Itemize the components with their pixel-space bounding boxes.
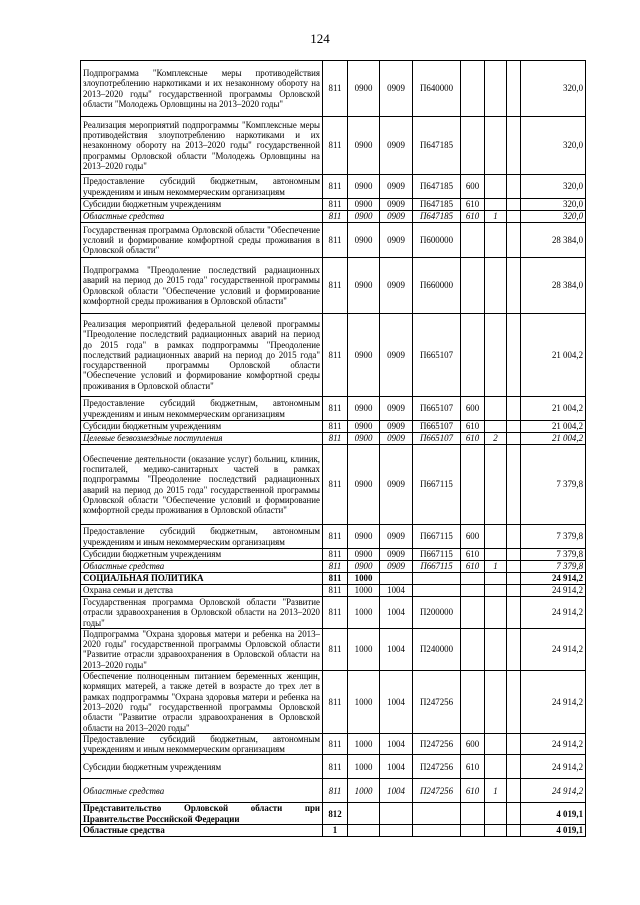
target-article-code: П665107: [413, 421, 461, 433]
subsection-code: 1004: [380, 585, 413, 597]
section-code: 1000: [348, 597, 380, 629]
amount: 24 914,2: [521, 733, 586, 755]
amount: 24 914,2: [521, 573, 586, 585]
source-code: [485, 671, 507, 734]
ved-code: 811: [323, 525, 348, 549]
source-code: [485, 755, 507, 779]
expense-type-code: [461, 61, 485, 117]
row-name: Субсидии бюджетным учреждениям: [81, 755, 323, 779]
row-name: Субсидии бюджетным учреждениям: [81, 549, 323, 561]
source-code: [485, 585, 507, 597]
table-row: [81, 314, 586, 397]
target-article-code: [413, 585, 461, 597]
subsection-code: [380, 825, 413, 837]
amount: 21 004,2: [521, 314, 586, 397]
expense-type-code: [461, 117, 485, 175]
extra-code: [507, 199, 521, 211]
row-name: Предоставление субсидий бюджетным, автономным учреждениям и иным некоммерческим организациям: [81, 175, 323, 199]
expense-type-code: 610: [461, 211, 485, 223]
target-article-code: П247256: [413, 779, 461, 803]
table-row: [81, 199, 586, 211]
target-article-code: П647185: [413, 117, 461, 175]
table-row: [81, 61, 586, 117]
row-name: Государственная программа Орловской области "Обеспечение условий и формирование комфортной среды проживания в Орловской области": [81, 223, 323, 258]
section-code: 0900: [348, 421, 380, 433]
extra-code: [507, 314, 521, 397]
ved-code: 811: [323, 397, 348, 421]
extra-code: [507, 549, 521, 561]
section-code: 1000: [348, 573, 380, 585]
row-name: Предоставление субсидий бюджетным, автономным учреждениям и иным некоммерческим организациям: [81, 525, 323, 549]
subsection-code: [380, 803, 413, 825]
extra-code: [507, 573, 521, 585]
row-name: СОЦИАЛЬНАЯ ПОЛИТИКА: [81, 573, 323, 585]
row-name: Субсидии бюджетным учреждениям: [81, 199, 323, 211]
table-row: [81, 175, 586, 199]
row-name: Обеспечение полноценным питанием беременных женщин, кормящих матерей, а также детей в возрасте до трех лет в рамках подпрограммы "Охрана здоровья матери и ребенка на 2013–2020 годы" государственной программы Орловской области "Развитие отрасли здравоохранения в Орловской области на 2013–2020 годы": [81, 671, 323, 734]
row-name: Подпрограмма "Преодоление последствий радиационных аварий на период до 2015 года" государственной программы Орловской области "Обеспечение условий и формирование комфортной среды проживания в Орловской области": [81, 258, 323, 314]
extra-code: [507, 671, 521, 734]
row-name: Субсидии бюджетным учреждениям: [81, 421, 323, 433]
source-code: [485, 628, 507, 670]
ved-code: 1: [323, 825, 348, 837]
section-code: 0900: [348, 199, 380, 211]
expense-type-code: 610: [461, 549, 485, 561]
subsection-code: 1004: [380, 755, 413, 779]
section-code: 1000: [348, 628, 380, 670]
section-code: 0900: [348, 223, 380, 258]
row-name: Областные средства: [81, 825, 323, 837]
budget-table: [80, 60, 586, 837]
extra-code: [507, 585, 521, 597]
row-name: Представительство Орловской области при Правительстве Российской Федерации: [81, 803, 323, 825]
amount: 320,0: [521, 175, 586, 199]
expense-type-code: 600: [461, 175, 485, 199]
subsection-code: 0909: [380, 61, 413, 117]
row-name: Предоставление субсидий бюджетным, автономным учреждениям и иным некоммерческим организациям: [81, 733, 323, 755]
table-row: [81, 445, 586, 525]
subsection-code: 1004: [380, 733, 413, 755]
expense-type-code: 610: [461, 421, 485, 433]
subsection-code: 0909: [380, 525, 413, 549]
table-row: [81, 755, 586, 779]
target-article-code: П640000: [413, 61, 461, 117]
target-article-code: П247256: [413, 733, 461, 755]
amount: 4 019,1: [521, 803, 586, 825]
source-code: [485, 733, 507, 755]
ved-code: 811: [323, 421, 348, 433]
amount: 7 379,8: [521, 525, 586, 549]
table-row: [81, 779, 586, 803]
amount: 24 914,2: [521, 585, 586, 597]
source-code: [485, 549, 507, 561]
ved-code: 811: [323, 573, 348, 585]
extra-code: [507, 597, 521, 629]
section-code: 1000: [348, 585, 380, 597]
section-code: 1000: [348, 755, 380, 779]
target-article-code: П667115: [413, 549, 461, 561]
source-code: [485, 199, 507, 211]
extra-code: [507, 733, 521, 755]
source-code: [485, 314, 507, 397]
row-name: Реализация мероприятий подпрограммы "Комплексные меры противодействия злоупотреблению наркотиками и их незаконному обороту на 2013–2020 годы" государственной программы Орловской области "Молодежь Орловщины на 2013–2020 годы": [81, 117, 323, 175]
target-article-code: П647185: [413, 199, 461, 211]
extra-code: [507, 397, 521, 421]
table-row: [81, 549, 586, 561]
target-article-code: П665107: [413, 433, 461, 445]
target-article-code: П240000: [413, 628, 461, 670]
extra-code: [507, 61, 521, 117]
amount: 7 379,8: [521, 549, 586, 561]
amount: 4 019,1: [521, 825, 586, 837]
row-name: Государственная программа Орловской области "Развитие отрасли здравоохранения в Орловской области на 2013–2020 годы": [81, 597, 323, 629]
table-row: [81, 433, 586, 445]
target-article-code: П660000: [413, 258, 461, 314]
amount: 24 914,2: [521, 628, 586, 670]
amount: 24 914,2: [521, 755, 586, 779]
target-article-code: П247256: [413, 755, 461, 779]
amount: 7 379,8: [521, 561, 586, 573]
subsection-code: 1004: [380, 597, 413, 629]
expense-type-code: 600: [461, 733, 485, 755]
section-code: 1000: [348, 733, 380, 755]
ved-code: 811: [323, 175, 348, 199]
section-code: 0900: [348, 433, 380, 445]
expense-type-code: 610: [461, 779, 485, 803]
source-code: 1: [485, 561, 507, 573]
extra-code: [507, 223, 521, 258]
source-code: [485, 445, 507, 525]
expense-type-code: 610: [461, 433, 485, 445]
page-number: 124: [310, 31, 330, 46]
subsection-code: 0909: [380, 561, 413, 573]
ved-code: 811: [323, 671, 348, 734]
amount: 21 004,2: [521, 433, 586, 445]
expense-type-code: [461, 628, 485, 670]
target-article-code: П200000: [413, 597, 461, 629]
section-code: 0900: [348, 61, 380, 117]
table-row: [81, 211, 586, 223]
source-code: [485, 397, 507, 421]
row-name: Охрана семьи и детства: [81, 585, 323, 597]
subsection-code: 0909: [380, 549, 413, 561]
ved-code: 811: [323, 117, 348, 175]
target-article-code: П600000: [413, 223, 461, 258]
section-code: [348, 825, 380, 837]
extra-code: [507, 561, 521, 573]
source-code: [485, 117, 507, 175]
row-name: Областные средства: [81, 211, 323, 223]
amount: 320,0: [521, 61, 586, 117]
row-name: Предоставление субсидий бюджетным, автономным учреждениям и иным некоммерческим организациям: [81, 397, 323, 421]
amount: 320,0: [521, 199, 586, 211]
extra-code: [507, 755, 521, 779]
extra-code: [507, 421, 521, 433]
expense-type-code: [461, 671, 485, 734]
table-row: [81, 733, 586, 755]
ved-code: 811: [323, 628, 348, 670]
ved-code: 811: [323, 445, 348, 525]
amount: 320,0: [521, 211, 586, 223]
extra-code: [507, 628, 521, 670]
expense-type-code: 600: [461, 397, 485, 421]
section-code: 0900: [348, 314, 380, 397]
target-article-code: [413, 573, 461, 585]
source-code: 1: [485, 779, 507, 803]
section-code: [348, 803, 380, 825]
subsection-code: 0909: [380, 314, 413, 397]
table-row: [81, 397, 586, 421]
target-article-code: [413, 803, 461, 825]
ved-code: 811: [323, 258, 348, 314]
section-code: 0900: [348, 445, 380, 525]
target-article-code: П665107: [413, 397, 461, 421]
row-name: Областные средства: [81, 779, 323, 803]
section-code: 1000: [348, 779, 380, 803]
expense-type-code: [461, 314, 485, 397]
target-article-code: [413, 825, 461, 837]
section-code: 0900: [348, 397, 380, 421]
source-code: [485, 61, 507, 117]
source-code: [485, 421, 507, 433]
amount: 24 914,2: [521, 597, 586, 629]
subsection-code: [380, 573, 413, 585]
row-name: Обеспечение деятельности (оказание услуг) больниц, клиник, госпиталей, медико-санитарных частей в рамках подпрограммы "Преодоление последствий радиационных аварий на период до 2015 года" государственной программы Орловской области "Обеспечение условий и формирование комфортной среды проживания в Орловской области": [81, 445, 323, 525]
extra-code: [507, 258, 521, 314]
expense-type-code: 600: [461, 525, 485, 549]
amount: 28 384,0: [521, 258, 586, 314]
amount: 21 004,2: [521, 397, 586, 421]
extra-code: [507, 445, 521, 525]
table-row: [81, 825, 586, 837]
ved-code: 811: [323, 585, 348, 597]
expense-type-code: [461, 803, 485, 825]
row-name: Целевые безвозмездные поступления: [81, 433, 323, 445]
source-code: [485, 803, 507, 825]
source-code: [485, 573, 507, 585]
amount: 21 004,2: [521, 421, 586, 433]
extra-code: [507, 825, 521, 837]
target-article-code: П665107: [413, 314, 461, 397]
ved-code: 811: [323, 549, 348, 561]
row-name: Подпрограмма "Комплексные меры противодействия злоупотреблению наркотиками и их незаконному обороту на 2013–2020 годы" государственной программы Орловской области "Молодежь Орловщины на 2013–2020 годы": [81, 61, 323, 117]
extra-code: [507, 779, 521, 803]
extra-code: [507, 803, 521, 825]
subsection-code: 0909: [380, 258, 413, 314]
amount: 24 914,2: [521, 671, 586, 734]
table-row: [81, 573, 586, 585]
expense-type-code: [461, 445, 485, 525]
source-code: [485, 525, 507, 549]
section-code: 0900: [348, 549, 380, 561]
expense-type-code: 610: [461, 199, 485, 211]
ved-code: 811: [323, 433, 348, 445]
section-code: 0900: [348, 117, 380, 175]
section-code: 0900: [348, 258, 380, 314]
row-name: Областные средства: [81, 561, 323, 573]
amount: 320,0: [521, 117, 586, 175]
ved-code: 811: [323, 199, 348, 211]
section-code: 1000: [348, 671, 380, 734]
source-code: [485, 223, 507, 258]
ved-code: 811: [323, 755, 348, 779]
section-code: 0900: [348, 561, 380, 573]
target-article-code: П667115: [413, 561, 461, 573]
ved-code: 811: [323, 561, 348, 573]
table-row: [81, 561, 586, 573]
subsection-code: 1004: [380, 628, 413, 670]
section-code: 0900: [348, 211, 380, 223]
ved-code: 812: [323, 803, 348, 825]
table-row: [81, 628, 586, 670]
ved-code: 811: [323, 733, 348, 755]
source-code: [485, 825, 507, 837]
ved-code: 811: [323, 61, 348, 117]
source-code: [485, 175, 507, 199]
expense-type-code: [461, 597, 485, 629]
expense-type-code: [461, 585, 485, 597]
table-row: [81, 803, 586, 825]
subsection-code: 0909: [380, 421, 413, 433]
ved-code: 811: [323, 779, 348, 803]
subsection-code: 0909: [380, 117, 413, 175]
table-row: [81, 671, 586, 734]
source-code: 2: [485, 433, 507, 445]
extra-code: [507, 211, 521, 223]
expense-type-code: 610: [461, 561, 485, 573]
subsection-code: 0909: [380, 211, 413, 223]
subsection-code: 0909: [380, 175, 413, 199]
extra-code: [507, 175, 521, 199]
ved-code: 811: [323, 597, 348, 629]
table-row: [81, 258, 586, 314]
target-article-code: П667115: [413, 445, 461, 525]
table-row: [81, 421, 586, 433]
subsection-code: 0909: [380, 223, 413, 258]
source-code: [485, 597, 507, 629]
source-code: [485, 258, 507, 314]
target-article-code: П647185: [413, 175, 461, 199]
table-row: [81, 223, 586, 258]
subsection-code: 0909: [380, 397, 413, 421]
ved-code: 811: [323, 211, 348, 223]
row-name: Подпрограмма "Охрана здоровья матери и ребенка на 2013–2020 годы" государственной программы Орловской области "Развитие отрасли здравоохранения в Орловской области на 2013–2020 годы": [81, 628, 323, 670]
ved-code: 811: [323, 314, 348, 397]
section-code: 0900: [348, 525, 380, 549]
subsection-code: 1004: [380, 671, 413, 734]
table-row: [81, 597, 586, 629]
expense-type-code: [461, 825, 485, 837]
target-article-code: П247256: [413, 671, 461, 734]
section-code: 0900: [348, 175, 380, 199]
ved-code: 811: [323, 223, 348, 258]
extra-code: [507, 117, 521, 175]
extra-code: [507, 525, 521, 549]
table-row: [81, 525, 586, 549]
subsection-code: 0909: [380, 199, 413, 211]
amount: 7 379,8: [521, 445, 586, 525]
extra-code: [507, 433, 521, 445]
source-code: 1: [485, 211, 507, 223]
amount: 28 384,0: [521, 223, 586, 258]
target-article-code: П647185: [413, 211, 461, 223]
expense-type-code: [461, 223, 485, 258]
table-row: [81, 117, 586, 175]
subsection-code: 0909: [380, 433, 413, 445]
expense-type-code: [461, 573, 485, 585]
row-name: Реализация мероприятий федеральной целевой программы "Преодоление последствий радиационных аварий на период до 2015 года" в рамках подпрограммы "Преодоление последствий радиационных аварий на период до 2015 года" государственной программы Орловской области "Обеспечение условий и формирование комфортной среды проживания в Орловской области": [81, 314, 323, 397]
table-row: [81, 585, 586, 597]
expense-type-code: [461, 258, 485, 314]
expense-type-code: 610: [461, 755, 485, 779]
amount: 24 914,2: [521, 779, 586, 803]
subsection-code: 1004: [380, 779, 413, 803]
target-article-code: П667115: [413, 525, 461, 549]
subsection-code: 0909: [380, 445, 413, 525]
